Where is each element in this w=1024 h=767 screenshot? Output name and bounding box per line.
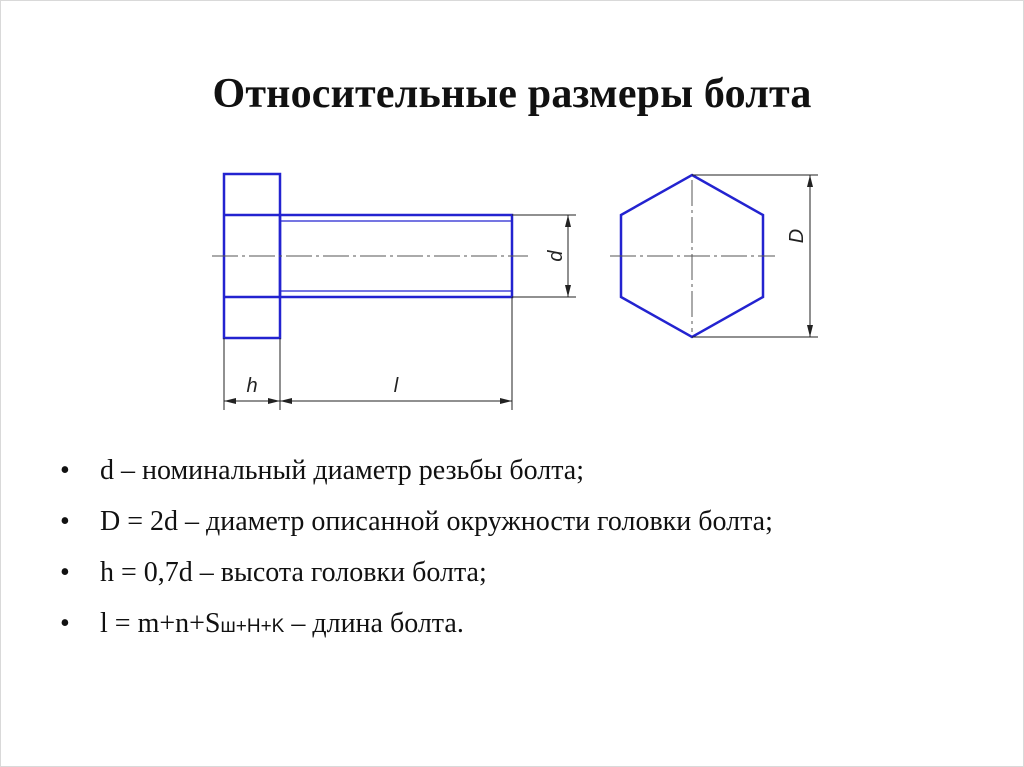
D-arrow-bottom — [807, 325, 813, 337]
bolt-top-view — [610, 175, 818, 337]
list-item — [60, 547, 960, 598]
bullet-marker: • — [60, 608, 70, 639]
definition-list — [60, 445, 960, 649]
d-label: d — [545, 250, 567, 262]
l-arrow-left — [280, 398, 292, 404]
bullet-text-main: l = m+n+S — [100, 608, 221, 639]
list-item — [60, 496, 960, 547]
bullet-text-tail: – длина болта. — [284, 608, 464, 639]
h-arrow-right — [268, 398, 280, 404]
l-label: l — [393, 375, 399, 397]
d-arrow-bottom — [565, 285, 571, 297]
bullet-marker: • — [60, 557, 70, 588]
bullet-marker: • — [60, 506, 70, 537]
bolt-side-view — [212, 174, 576, 410]
h-label: h — [246, 375, 258, 397]
bullet-text-small: ш+H+K — [220, 616, 285, 637]
h-arrow-left — [224, 398, 236, 404]
bullet-marker: • — [60, 455, 70, 486]
d-arrow-top — [565, 215, 571, 227]
bullet-text: D = 2d – диаметр описанной окружности головки болта; — [100, 506, 773, 537]
bullet-text: h = 0,7d – высота головки болта; — [100, 557, 487, 588]
list-item — [60, 598, 960, 649]
l-arrow-right — [500, 398, 512, 404]
bullet-text: d – номинальный диаметр резьбы болта; — [100, 455, 585, 486]
slide-title: Относительные размеры болта — [212, 71, 812, 117]
D-arrow-top — [807, 175, 813, 187]
list-item — [60, 445, 960, 496]
D-label: D — [786, 228, 808, 244]
